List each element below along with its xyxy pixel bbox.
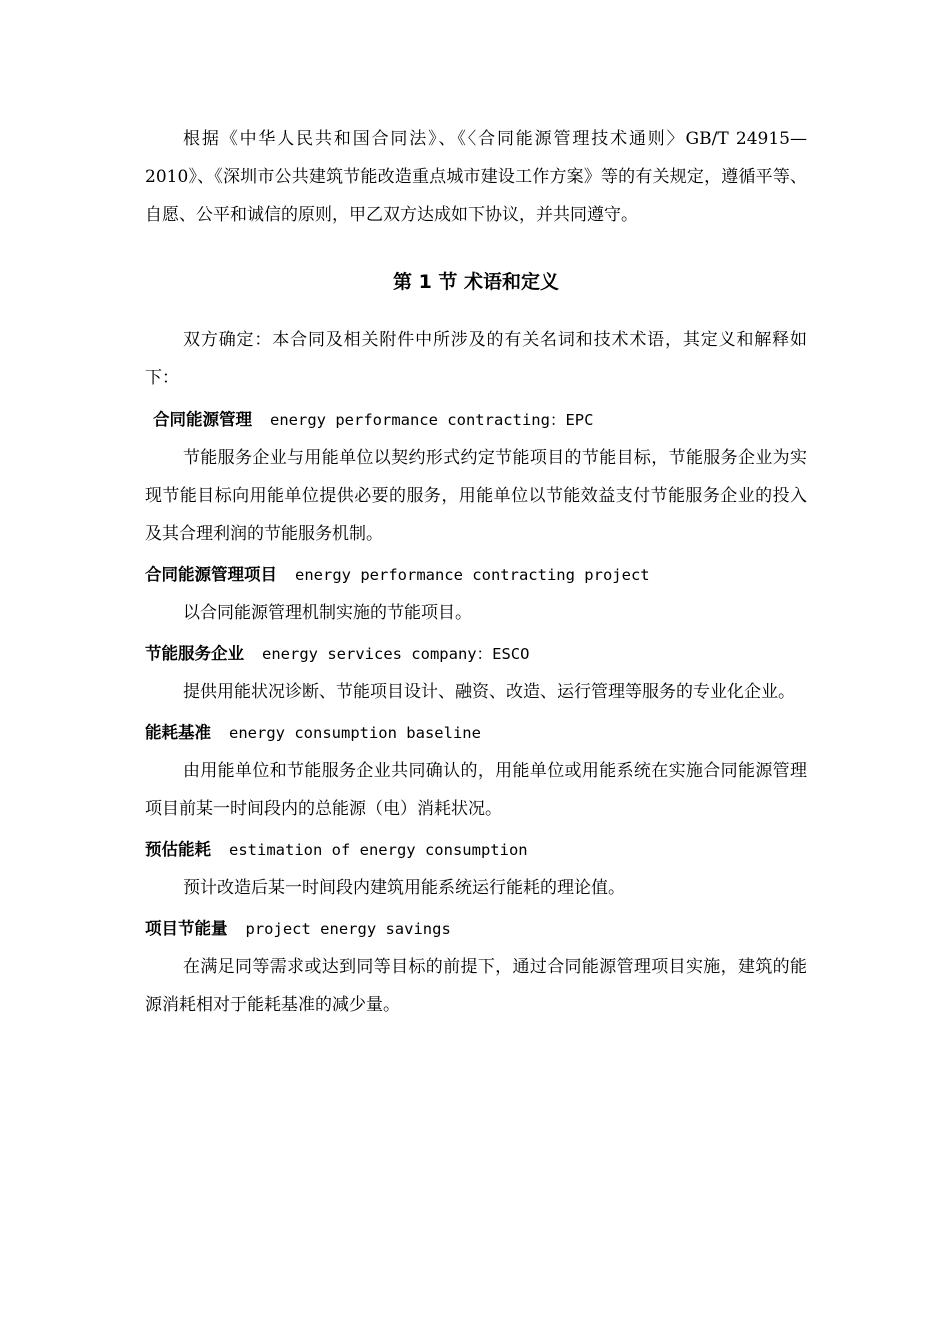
term-heading-epc [145,409,807,431]
term-heading-epc-project [145,564,807,586]
term-zh: 合同能源管理项目 [145,565,277,584]
term-en: project energy savings [245,920,451,938]
term-zh: 节能服务企业 [145,644,244,663]
term-zh: 项目节能量 [145,919,228,938]
term-definition: 节能服务企业与用能单位以契约形式约定节能项目的节能目标，节能服务企业为实现节能目标向用能单位提供必要的服务，用能单位以节能效益支付节能服务企业的投入及其合理利润的节能服务机制。 [145,448,807,544]
term-heading-esco [145,643,807,665]
term-definition: 由用能单位和节能服务企业共同确认的，用能单位或用能系统在实施合同能源管理项目前某一时间段内的总能源（电）消耗状况。 [145,761,807,819]
term-definition: 以合同能源管理机制实施的节能项目。 [183,603,472,623]
term-definition: 提供用能状况诊断、节能项目设计、融资、改造、运行管理等服务的专业化企业。 [183,682,795,702]
term-heading-baseline [145,722,807,744]
term-en: energy services company：ESCO [262,645,530,663]
term-heading-estimation [145,839,807,861]
term-zh: 合同能源管理 [153,410,252,429]
document-page [145,120,807,1030]
term-en: energy performance contracting：EPC [270,411,594,429]
intro-paragraph: 根据《中华人民共和国合同法》、《〈合同能源管理技术通则〉GB/T 24915—2010》、《深圳市公共建筑节能改造重点城市建设工作方案》等的有关规定，遵循平等、自愿、公平和诚信的原则，甲乙双方达成如下协议，并共同遵守。 [145,129,807,225]
section-title: 第 1 节 术语和定义 [392,271,560,293]
term-en: energy performance contracting project [295,566,650,584]
term-definition: 预计改造后某一时间段内建筑用能系统运行能耗的理论值。 [183,878,625,898]
term-zh: 预估能耗 [145,840,211,859]
section-lead-paragraph: 双方确定：本合同及相关附件中所涉及的有关名词和技术术语，其定义和解释如下： [145,330,807,388]
term-heading-savings [145,918,807,940]
term-zh: 能耗基准 [145,723,211,742]
term-definition: 在满足同等需求或达到同等目标的前提下，通过合同能源管理项目实施，建筑的能源消耗相对于能耗基准的减少量。 [145,957,807,1015]
term-en: estimation of energy consumption [229,841,528,859]
term-en: energy consumption baseline [229,724,481,742]
